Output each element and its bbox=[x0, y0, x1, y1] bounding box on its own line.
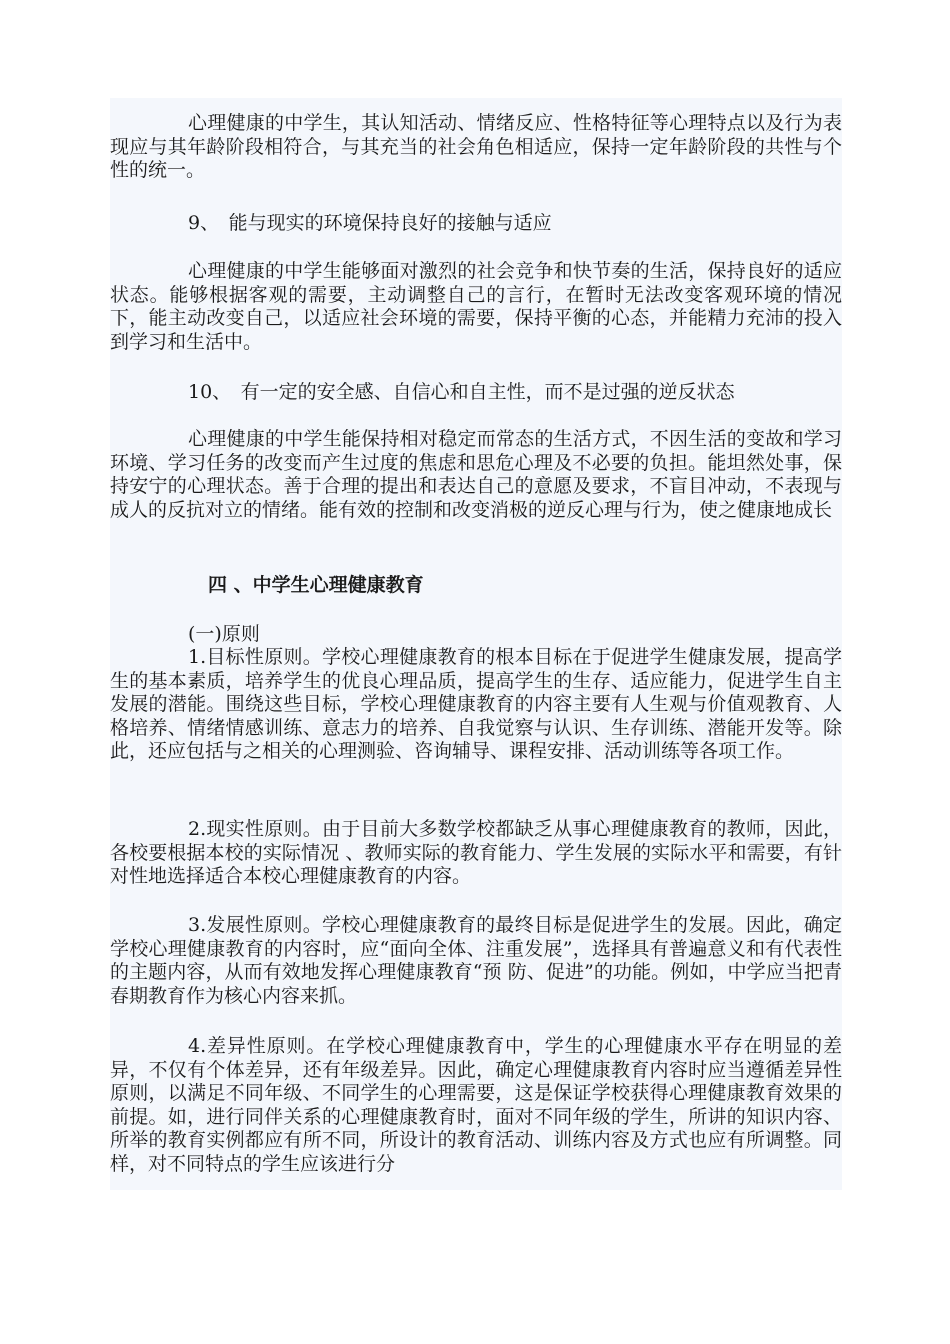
subsection-principles-heading: (一)原则 bbox=[188, 623, 260, 645]
paragraph-principle-difference: 4.差异性原则。在学校心理健康教育中，学生的心理健康水平存在明显的差异，不仅有个体差异，还有年级差异。因此，确定心理健康教育内容时应当遵循差异性原则，以满足不同年级、不同学生的心理需要，这是保证学校获得心理健康教育效果的前提。如，进行同伴关系的心理健康教育时，面对不同年级的学生，所讲的知识内容、所举的教育实例都应有所不同，所设计的教育活动、训练内容及方式也应有所调整。同样，对不同特点的学生应该进行分 bbox=[110, 1035, 842, 1175]
paragraph-principle-development: 3.发展性原则。学校心理健康教育的最终目标是促进学生的发展。因此，确定学校心理健康教育的内容时，应“面向全体、注重发展”，选择具有普遍意义和有代表性的主题内容，从而有效地发挥心理健康教育“预 防、促进”的功能。例如，中学应当把青春期教育作为核心内容来抓。 bbox=[110, 914, 842, 1007]
document-body bbox=[110, 98, 842, 1190]
paragraph-principle-reality: 2.现实性原则。由于目前大多数学校都缺乏从事心理健康教育的教师，因此，各校要根据本校的实际情况 、教师实际的教育能力、学生发展的实际水平和需要，有针对性地选择适合本校心理健康教育的内容。 bbox=[110, 818, 842, 887]
item-10-heading: 10、 有一定的安全感、自信心和自主性，而不是过强的逆反状态 bbox=[188, 381, 735, 403]
section-4-title: 四 、中学生心理健康教育 bbox=[208, 574, 424, 596]
paragraph-adaptation: 心理健康的中学生能够面对激烈的社会竞争和快节奏的生活，保持良好的适应状态。能够根据客观的需要，主动调整自己的言行，在暂时无法改变客观环境的情况下，能主动改变自己，以适应社会环境的需要，保持平衡的心态，并能精力充沛的投入到学习和生活中。 bbox=[110, 260, 842, 353]
item-9-heading: 9、 能与现实的环境保持良好的接触与适应 bbox=[188, 212, 552, 234]
paragraph-principle-goal: 1.目标性原则。学校心理健康教育的根本目标在于促进学生健康发展，提高学生的基本素质，培养学生的优良心理品质，提高学生的生存、适应能力，促进学生自主发展的潜能。围绕这些目标，学校心理健康教育的内容主要有人生观与价值观教育、人格培养、情绪情感训练、意志力的培养、自我觉察与认识、生存训练、潜能开发等。除此，还应包括与之相关的心理测验、咨询辅导、课程安排、活动训练等各项工作。 bbox=[110, 646, 842, 762]
paragraph-age-appropriate: 心理健康的中学生，其认知活动、情绪反应、性格特征等心理特点以及行为表现应与其年龄阶段相符合，与其充当的社会角色相适应，保持一定年龄阶段的共性与个性的统一。 bbox=[110, 112, 842, 181]
paragraph-security-confidence: 心理健康的中学生能保持相对稳定而常态的生活方式，不因生活的变故和学习环境、学习任务的改变而产生过度的焦虑和思危心理及不必要的负担。能坦然处事，保持安宁的心理状态。善于合理的提出和表达自己的意愿及要求，不盲目冲动，不表现与成人的反抗对立的情绪。能有效的控制和改变消极的逆反心理与行为，使之健康地成长 bbox=[110, 428, 842, 521]
